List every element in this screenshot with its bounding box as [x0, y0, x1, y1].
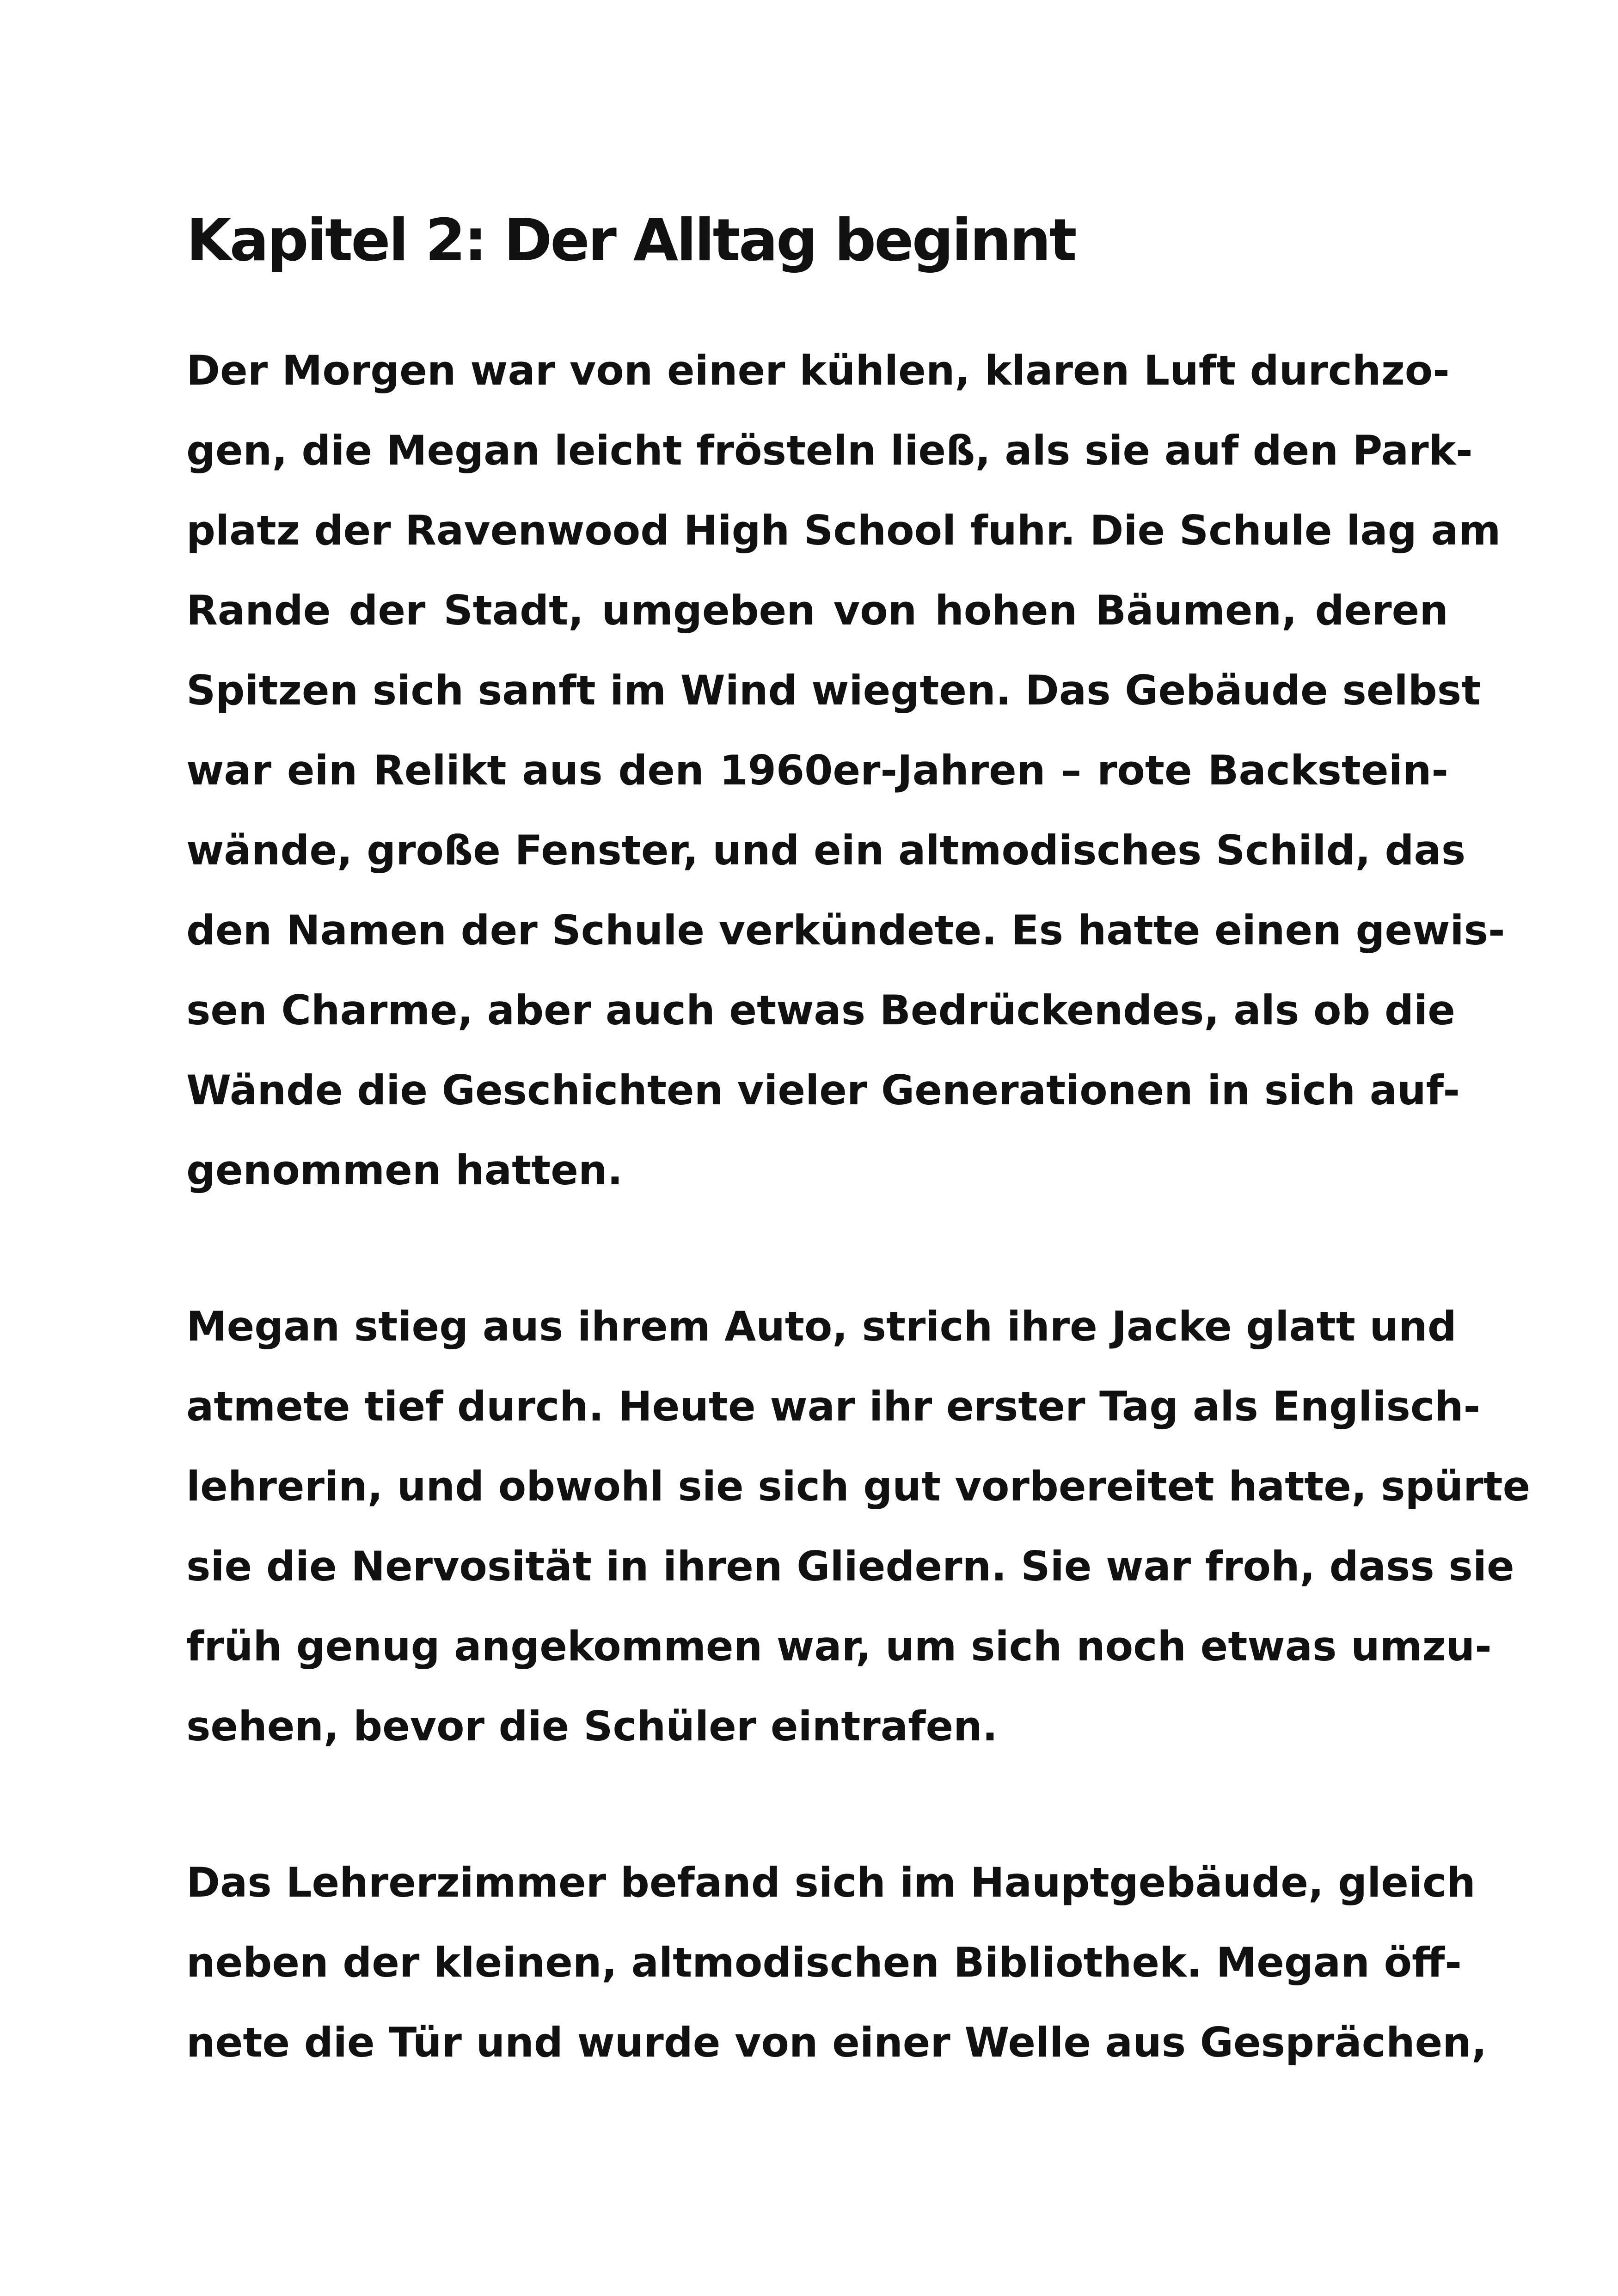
text-line: gen, die Megan leicht frösteln ließ, als sie auf den Park- — [186, 427, 1473, 474]
text-line: sie die Nervosität in ihren Gliedern. Sie war froh, dass sie — [186, 1543, 1514, 1590]
text-line: Spitzen sich sanft im Wind wiegten. Das Gebäude selbst — [186, 667, 1481, 714]
text-line: Wände die Geschichten vieler Generationen in sich auf- — [186, 1066, 1460, 1114]
text-line: atmete tief durch. Heute war ihr erster Tag als Englisch- — [186, 1383, 1481, 1430]
chapter-title: Kapitel 2: Der Alltag beginnt — [186, 206, 1075, 274]
paragraph-1 — [186, 331, 1505, 1210]
text-line: Megan stieg aus ihrem Auto, strich ihre Jacke glatt und — [186, 1303, 1457, 1350]
paragraph-3 — [186, 1843, 1487, 2082]
text-line: sen Charme, aber auch etwas Bedrückendes, als ob die — [186, 986, 1455, 1034]
text-line: lehrerin, und obwohl sie sich gut vorbereitet hatte, spürte — [186, 1463, 1531, 1510]
text-line: Der Morgen war von einer kühlen, klaren Luft durchzo- — [186, 347, 1450, 394]
text-line: war ein Relikt aus den 1960er-Jahren – rote Backstein- — [186, 747, 1448, 794]
text-line: nete die Tür und wurde von einer Welle aus Gesprächen, — [186, 2019, 1487, 2066]
text-line: den Namen der Schule verkündete. Es hatte einen gewis- — [186, 906, 1505, 954]
text-line: genommen hatten. — [186, 1146, 623, 1194]
page-content — [186, 194, 1531, 2159]
text-line: wände, große Fenster, und ein altmodisches Schild, das — [186, 827, 1466, 874]
text-line: früh genug angekommen war, um sich noch etwas umzu- — [186, 1623, 1492, 1670]
text-line: neben der kleinen, altmodischen Bibliothek. Megan öff- — [186, 1939, 1462, 1986]
text-line: sehen, bevor die Schüler eintrafen. — [186, 1702, 998, 1750]
paragraph-2 — [186, 1286, 1531, 1766]
text-line: Rande der Stadt, umgeben von hohen Bäumen, deren — [186, 587, 1448, 634]
text-line: platz der Ravenwood High School fuhr. Die Schule lag am — [186, 507, 1501, 554]
text-line: Das Lehrerzimmer befand sich im Hauptgebäude, gleich — [186, 1859, 1476, 1906]
